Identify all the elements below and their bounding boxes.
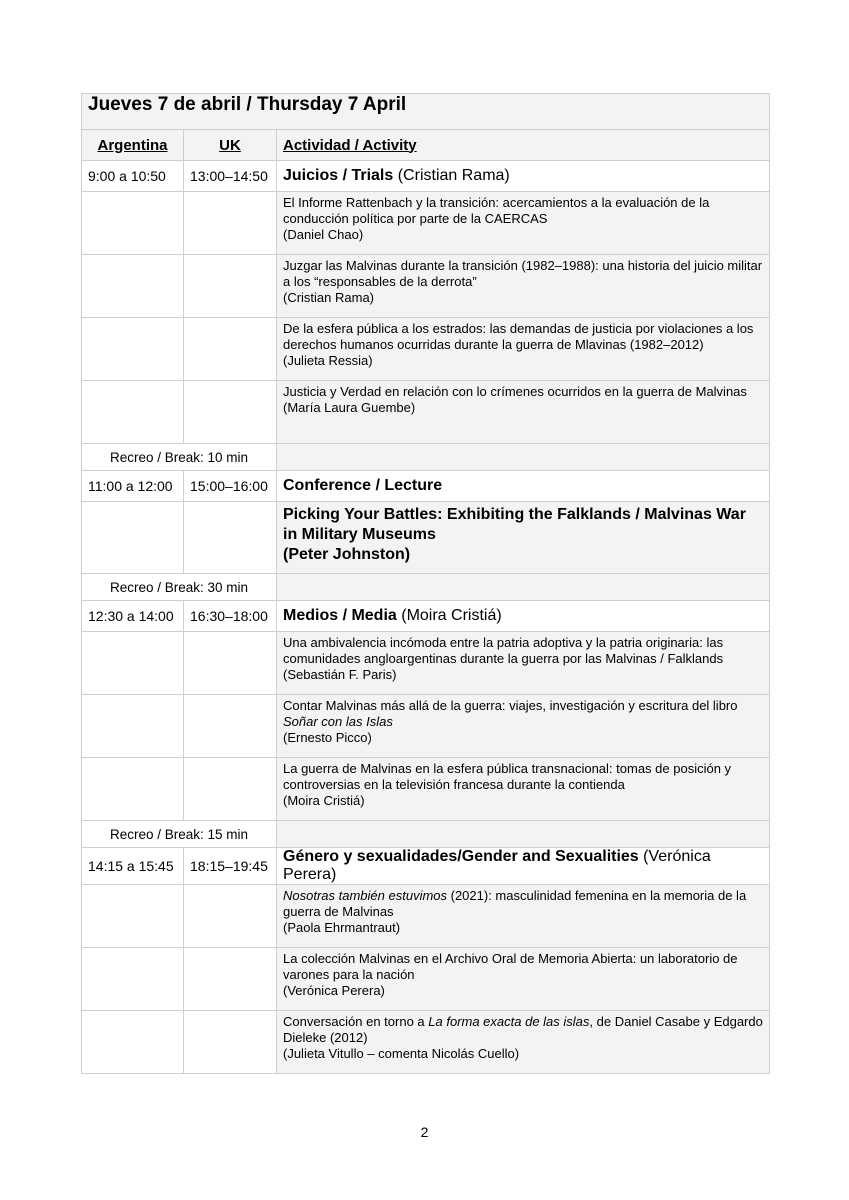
break-row — [82, 574, 770, 601]
schedule-table — [81, 93, 770, 1074]
break-label: Recreo / Break: 10 min — [82, 444, 277, 471]
page-number: 2 — [420, 1124, 429, 1140]
talk-cell — [277, 1011, 770, 1074]
talk-author: (Cristian Rama) — [283, 290, 375, 305]
talk-author: (María Laura Guembe) — [283, 400, 416, 415]
talk-author: (Ernesto Picco) — [283, 730, 372, 745]
talk-title: De la esfera pública a los estrados: las demandas de justicia por violaciones a los derechos humanos ocurridas durante la guerra de Mlavinas (1982–2012) — [283, 321, 754, 352]
uk-time: 15:00–16:00 — [184, 471, 277, 502]
session-chair: (Moira Cristiá) — [396, 607, 502, 624]
talk-cell — [277, 758, 770, 821]
session-chair: (Verónica Perera) — [283, 848, 711, 883]
talk-cell — [277, 885, 770, 948]
talk-title: Nosotras también estuvimos (2021): masculinidad femenina en la memoria de la guerra de Malvinas — [283, 888, 747, 919]
talk-row — [82, 1011, 770, 1074]
column-header-row — [82, 130, 770, 161]
talk-author: (Julieta Vitullo – comenta Nicolás Cuello) — [283, 1046, 520, 1061]
talk-title: Juzgar las Malvinas durante la transición (1982–1988): una historia del juicio militar a los “responsables de la derrota” — [283, 258, 763, 289]
talk-title: El Informe Rattenbach y la transición: acercamientos a la evaluación de la conducción política por parte de la CAERCAS — [283, 195, 710, 226]
session-title-main: Género y sexualidades/Gender and Sexualities — [283, 848, 639, 865]
talk-title: Una ambivalencia incómoda entre la patria adoptiva y la patria originaria: las comunidades angloargentinas durante la guerra por las Malvinas / Falklands — [283, 635, 724, 666]
talk-row — [82, 632, 770, 695]
session-title-main: Juicios / Trials — [283, 167, 394, 184]
uk-time: 18:15–19:45 — [184, 848, 277, 885]
talk-author: (Daniel Chao) — [283, 227, 364, 242]
uk-time: 13:00–14:50 — [184, 161, 277, 192]
break-label: Recreo / Break: 30 min — [82, 574, 277, 601]
talk-row — [82, 381, 770, 444]
talk-author: (Moira Cristiá) — [283, 793, 365, 808]
session-title-main: Conference / Lecture — [283, 477, 443, 494]
talk-row — [82, 758, 770, 821]
book-title: Soñar con las Islas — [283, 714, 393, 729]
talk-cell — [277, 695, 770, 758]
talk-title: Justicia y Verdad en relación con lo crímenes ocurridos en la guerra de Malvinas — [283, 384, 747, 399]
col-uk-header: UK — [184, 130, 277, 161]
talk-row — [82, 255, 770, 318]
talk-cell — [277, 192, 770, 255]
argentina-time: 9:00 a 10:50 — [82, 161, 184, 192]
talk-cell — [277, 948, 770, 1011]
talk-cell — [277, 632, 770, 695]
talk-row — [82, 695, 770, 758]
argentina-time: 14:15 a 15:45 — [82, 848, 184, 885]
talk-row — [82, 885, 770, 948]
session-title — [277, 601, 770, 632]
session-title — [277, 471, 770, 502]
session-chair: (Cristian Rama) — [393, 167, 510, 184]
talk-row — [82, 192, 770, 255]
talk-row — [82, 948, 770, 1011]
talk-cell — [277, 255, 770, 318]
session-row — [82, 848, 770, 885]
session-title — [277, 161, 770, 192]
day-title: Jueves 7 de abril / Thursday 7 April — [82, 94, 770, 130]
talk-author: (Julieta Ressia) — [283, 353, 373, 368]
argentina-time: 12:30 a 14:00 — [82, 601, 184, 632]
break-row — [82, 444, 770, 471]
lecture-cell — [277, 502, 770, 574]
argentina-time: 11:00 a 12:00 — [82, 471, 184, 502]
talk-cell — [277, 381, 770, 444]
talk-title: La guerra de Malvinas en la esfera pública transnacional: tomas de posición y controversias en la televisión francesa durante la contienda — [283, 761, 732, 792]
session-row — [82, 471, 770, 502]
talk-author: (Verónica Perera) — [283, 983, 385, 998]
col-argentina-header: Argentina — [82, 130, 184, 161]
film-title: Nosotras también estuvimos — [283, 888, 448, 903]
col-activity-header: Actividad / Activity — [277, 130, 770, 161]
talk-title: Contar Malvinas más allá de la guerra: viajes, investigación y escritura del libro Soñar con las Islas — [283, 698, 738, 729]
day-header-row — [82, 94, 770, 130]
lecture-row — [82, 502, 770, 574]
talk-author: (Sebastián F. Paris) — [283, 667, 397, 682]
lecture-title: Picking Your Battles: Exhibiting the Falklands / Malvinas War in Military Museums — [283, 506, 746, 543]
book-title: La forma exacta de las islas — [428, 1014, 590, 1029]
talk-row — [82, 318, 770, 381]
session-title — [277, 848, 770, 885]
session-title-main: Medios / Media — [283, 607, 397, 624]
talk-cell — [277, 318, 770, 381]
session-row — [82, 601, 770, 632]
break-label: Recreo / Break: 15 min — [82, 821, 277, 848]
uk-time: 16:30–18:00 — [184, 601, 277, 632]
break-row — [82, 821, 770, 848]
talk-author: (Paola Ehrmantraut) — [283, 920, 401, 935]
talk-title: Conversación en torno a La forma exacta de las islas, de Daniel Casabe y Edgardo Dieleke (2012) — [283, 1014, 763, 1045]
talk-title: La colección Malvinas en el Archivo Oral de Memoria Abierta: un laboratorio de varones para la nación — [283, 951, 738, 982]
session-row — [82, 161, 770, 192]
lecture-author: (Peter Johnston) — [283, 546, 411, 563]
